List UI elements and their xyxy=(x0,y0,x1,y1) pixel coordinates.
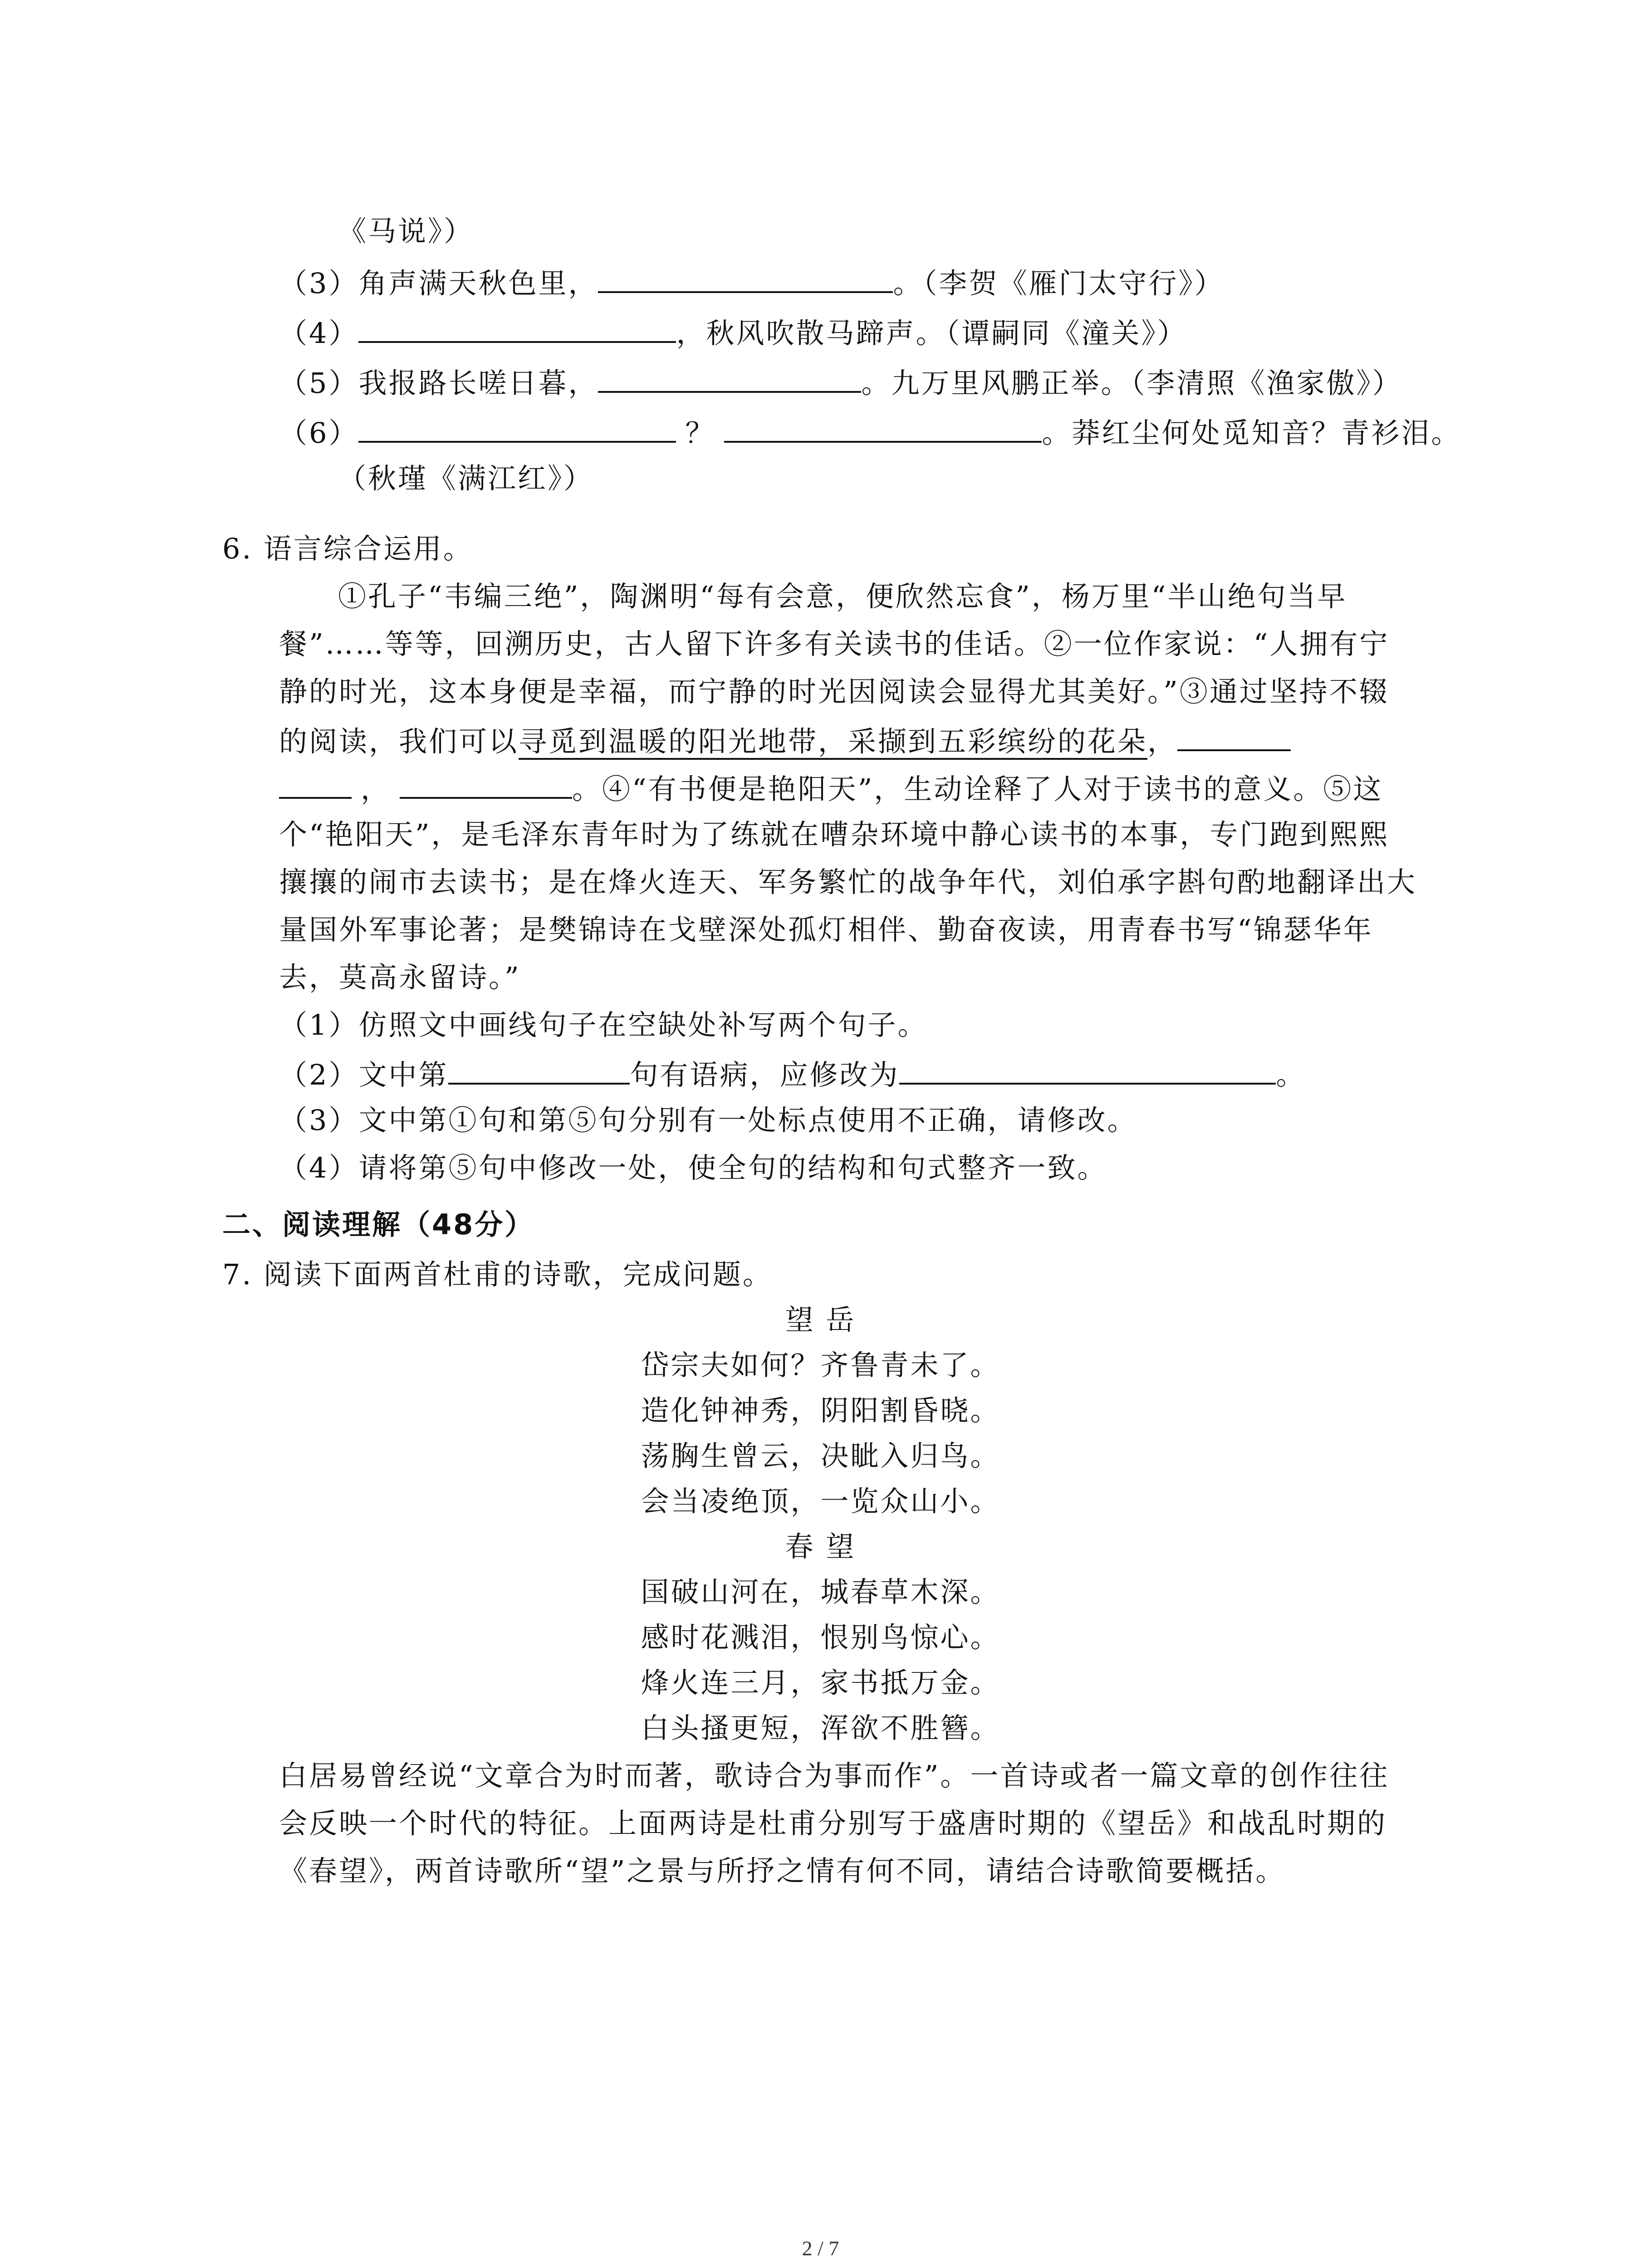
q6-sub-4: （4）请将第⑤句中修改一处，使全句的结构和句式整齐一致。 xyxy=(279,1151,1107,1184)
answer-blank[interactable] xyxy=(598,263,893,293)
para-text: ， xyxy=(361,772,391,806)
item-mid: ？ xyxy=(685,416,715,450)
poem2-title: 春 望 xyxy=(785,1530,856,1563)
item-post: ，秋风吹散马蹄声。（谭嗣同《潼关》） xyxy=(676,317,1187,350)
para-text: ， xyxy=(1147,725,1178,758)
section-heading: 二、阅读理解（48分） xyxy=(222,1208,535,1241)
poem1-title: 望 岳 xyxy=(785,1303,856,1336)
underlined-sentence: 寻觅到温暖的阳光地带，采撷到五彩缤纷的花朵 xyxy=(519,725,1147,760)
sub-text: 句有语病，应修改为 xyxy=(630,1058,900,1091)
poem1-line: 造化钟神秀，阴阳割昏晓。 xyxy=(641,1394,1000,1427)
q6-para-line-6: 个“艳阳天”，是毛泽东青年时为了练就在嘈杂环境中静心读书的本事，专门跑到熙熙 xyxy=(279,818,1390,851)
item-num: （5） xyxy=(279,367,359,400)
q6-para-line-8: 量国外军事论著；是樊锦诗在戈壁深处孤灯相伴、勤奋夜读，用青春书写“锦瑟华年 xyxy=(279,913,1373,946)
item-post: 。九万里风鹏正举。（李清照《渔家傲》） xyxy=(861,367,1402,400)
sub-text: 。 xyxy=(1276,1058,1306,1091)
q6-para-line-7: 攘攘的闹市去读书；是在烽火连天、军务繁忙的战争年代，刘伯承字斟句酌地翻译出大 xyxy=(279,865,1417,899)
q7-title: 7. 阅读下面两首杜甫的诗歌，完成问题。 xyxy=(222,1258,773,1291)
q6-para-line-4 xyxy=(279,721,1291,760)
item-num: （6） xyxy=(279,416,359,450)
q6-para-line-2: 餐”……等等，回溯历史，古人留下许多有关读书的佳话。②一位作家说：“人拥有宁 xyxy=(279,627,1390,660)
answer-blank[interactable] xyxy=(724,413,1042,443)
answer-blank[interactable] xyxy=(279,769,352,799)
q6-sub-3: （3）文中第①句和第⑤句分别有一处标点使用不正确，请修改。 xyxy=(279,1104,1137,1137)
answer-blank[interactable] xyxy=(400,769,572,799)
answer-blank[interactable] xyxy=(358,313,676,343)
item-post: 。莽红尘何处觅知音？青衫泪。 xyxy=(1042,416,1461,450)
poem2-line: 感时花溅泪，恨别鸟惊心。 xyxy=(641,1621,1000,1654)
q6-para-line-3: 静的时光，这本身便是幸福，而宁静的时光因阅读会显得尤其美好。”③通过坚持不辍 xyxy=(279,675,1389,708)
q6-title: 6. 语言综合运用。 xyxy=(222,532,473,565)
poem2-line: 烽火连三月，家书抵万金。 xyxy=(641,1666,1000,1699)
poem1-line: 荡胸生曾云，决眦入归鸟。 xyxy=(641,1439,1000,1472)
q5-item-3 xyxy=(279,263,1224,302)
answer-blank[interactable] xyxy=(899,1055,1276,1085)
q5-prev-tail: 《马说》） xyxy=(338,215,474,248)
answer-blank[interactable] xyxy=(1177,721,1291,751)
answer-blank[interactable] xyxy=(598,363,861,393)
answer-blank[interactable] xyxy=(448,1055,630,1085)
item-pre: 角声满天秋色里， xyxy=(358,267,598,300)
poem2-line: 国破山河在，城春草木深。 xyxy=(641,1575,1000,1608)
q6-para-line-9: 去，莫高永留诗。” xyxy=(279,961,521,994)
page-number: 2 / 7 xyxy=(802,2237,839,2260)
q6-para-line-1: ①孔子“韦编三绝”，陶渊明“每有会意，便欣然忘食”，杨万里“半山绝句当早 xyxy=(338,580,1347,613)
q5-item-5 xyxy=(279,363,1402,401)
q6-sub-2 xyxy=(279,1055,1306,1093)
q5-item-6-source: （秋瑾《满江红》） xyxy=(338,462,594,495)
item-num: （4） xyxy=(279,317,359,350)
q6-para-line-5 xyxy=(279,769,1383,807)
item-pre: 我报路长嗟日暮， xyxy=(358,367,598,400)
item-post: 。（李贺《雁门太守行》） xyxy=(893,267,1225,300)
q7-text-line: 白居易曾经说“文章合为时而著，歌诗合为事而作”。一首诗或者一篇文章的创作往往 xyxy=(279,1759,1390,1792)
poem1-line: 会当凌绝顶，一览众山小。 xyxy=(641,1485,1000,1518)
para-text: 的阅读，我们可以 xyxy=(279,725,519,758)
q7-text-line: 《春望》，两首诗歌所“望”之景与所抒之情有何不同，请结合诗歌简要概括。 xyxy=(279,1854,1286,1887)
para-text: 。④“有书便是艳阳天”，生动诠释了人对于读书的意义。⑤这 xyxy=(572,772,1383,806)
poem2-line: 白头搔更短，浑欲不胜簪。 xyxy=(641,1711,1000,1745)
poem1-line: 岱宗夫如何？齐鲁青未了。 xyxy=(641,1349,1000,1382)
q6-sub-1: （1）仿照文中画线句子在空缺处补写两个句子。 xyxy=(279,1008,928,1041)
q5-item-6 xyxy=(279,413,1461,451)
item-num: （3） xyxy=(279,267,359,300)
q5-item-4 xyxy=(279,313,1187,352)
answer-blank[interactable] xyxy=(358,413,676,443)
q7-text-line: 会反映一个时代的特征。上面两诗是杜甫分别写于盛唐时期的《望岳》和战乱时期的 xyxy=(279,1807,1387,1840)
sub-text: （2）文中第 xyxy=(279,1058,449,1091)
